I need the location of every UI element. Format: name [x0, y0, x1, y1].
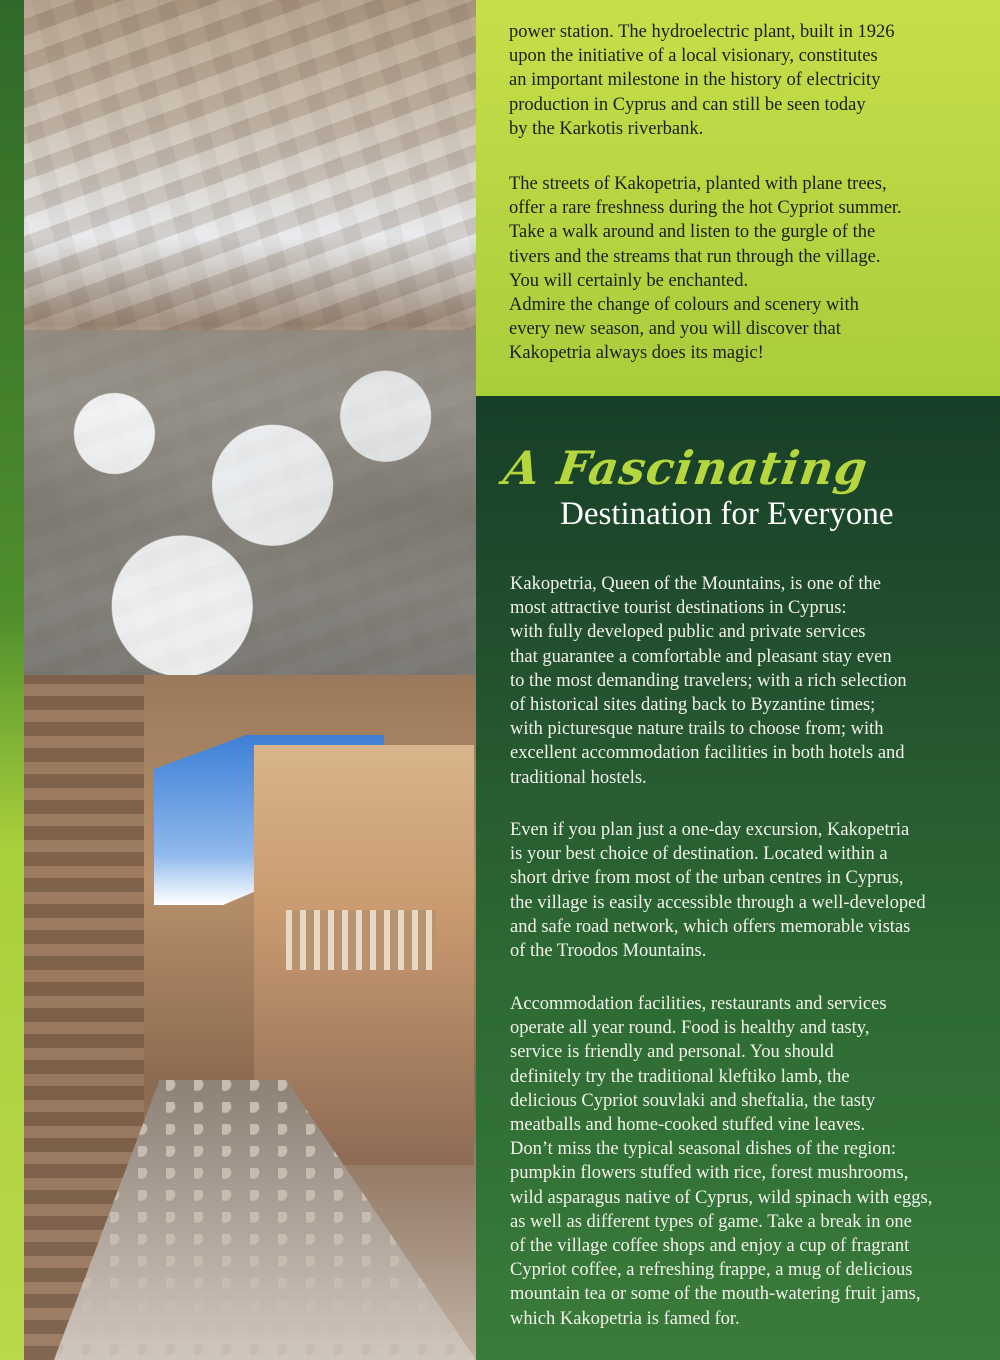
paragraph-one-day-excursion: Even if you plan just a one-day excursion, Kakopetria is your best choice of destination. Located within a short drive from most of the urban centres in Cyprus, the village is easily accessible through a well-developed and safe road network, which offers memorable vistas of the Troodos Mountains. [510, 820, 926, 962]
snow-trees-texture [24, 330, 476, 675]
paragraph-power-station: power station. The hydroelectric plant, built in 1926 upon the initiative of a local visionary, constitutes an important milestone in the history of electricity production in Cyprus and can still be seen today by the Karkotis riverbank. [509, 22, 895, 139]
snowy-village-photo [24, 0, 476, 675]
village-street-photo [24, 675, 476, 1360]
wooden-balcony [286, 910, 436, 970]
paragraph-food-accommodation: Accommodation facilities, restaurants and services operate all year round. Food is healthy and tasty, service is friendly and personal. You should definitely try the traditional kleftiko lamb, the delicious Cypriot souvlaki and sheftalia, the tasty meatballs and home-cooked stuffed vine leaves. Don’t miss the typical seasonal dishes of the region: pumpkin flowers stuffed with rice, forest mushrooms, wild asparagus native of Cyprus, wild spinach with eggs, as well as different types of game. Take a break in one of the village coffee shops and enjoy a cup of fragrant Cypriot coffee, a refreshing frappe, a mug of delicious mountain tea or some of the mouth-watering fruit jams, which Kakopetria is famed for. [510, 994, 933, 1329]
left-spine-decoration [0, 0, 24, 1360]
paragraph-streets: The streets of Kakopetria, planted with plane trees, offer a rare freshness during the hot Cypriot summer. Take a walk around and listen to the gurgle of the tivers and the streams that run through the village. You will certainly be enchanted. Admire the change of colours and scenery with every new season, and you will discover that Kakopetria always does its magic! [509, 174, 902, 364]
top-text-panel [476, 0, 1000, 396]
heading-main-title: Destination for Everyone [560, 496, 894, 532]
heading-script-title: A Fascinating [500, 441, 872, 495]
paragraph-queen-of-mountains: Kakopetria, Queen of the Mountains, is one of the most attractive tourist destinations in Cyprus: with fully developed public and private services that guarantee a comfortable and pleasant stay even to the most demanding travelers; with a rich selection of historical sites dating back to Byzantine times; with picturesque nature trails to choose from; with excellent accommodation facilities in both hotels and traditional hostels. [510, 574, 907, 788]
bottom-text-panel [476, 396, 1000, 1360]
